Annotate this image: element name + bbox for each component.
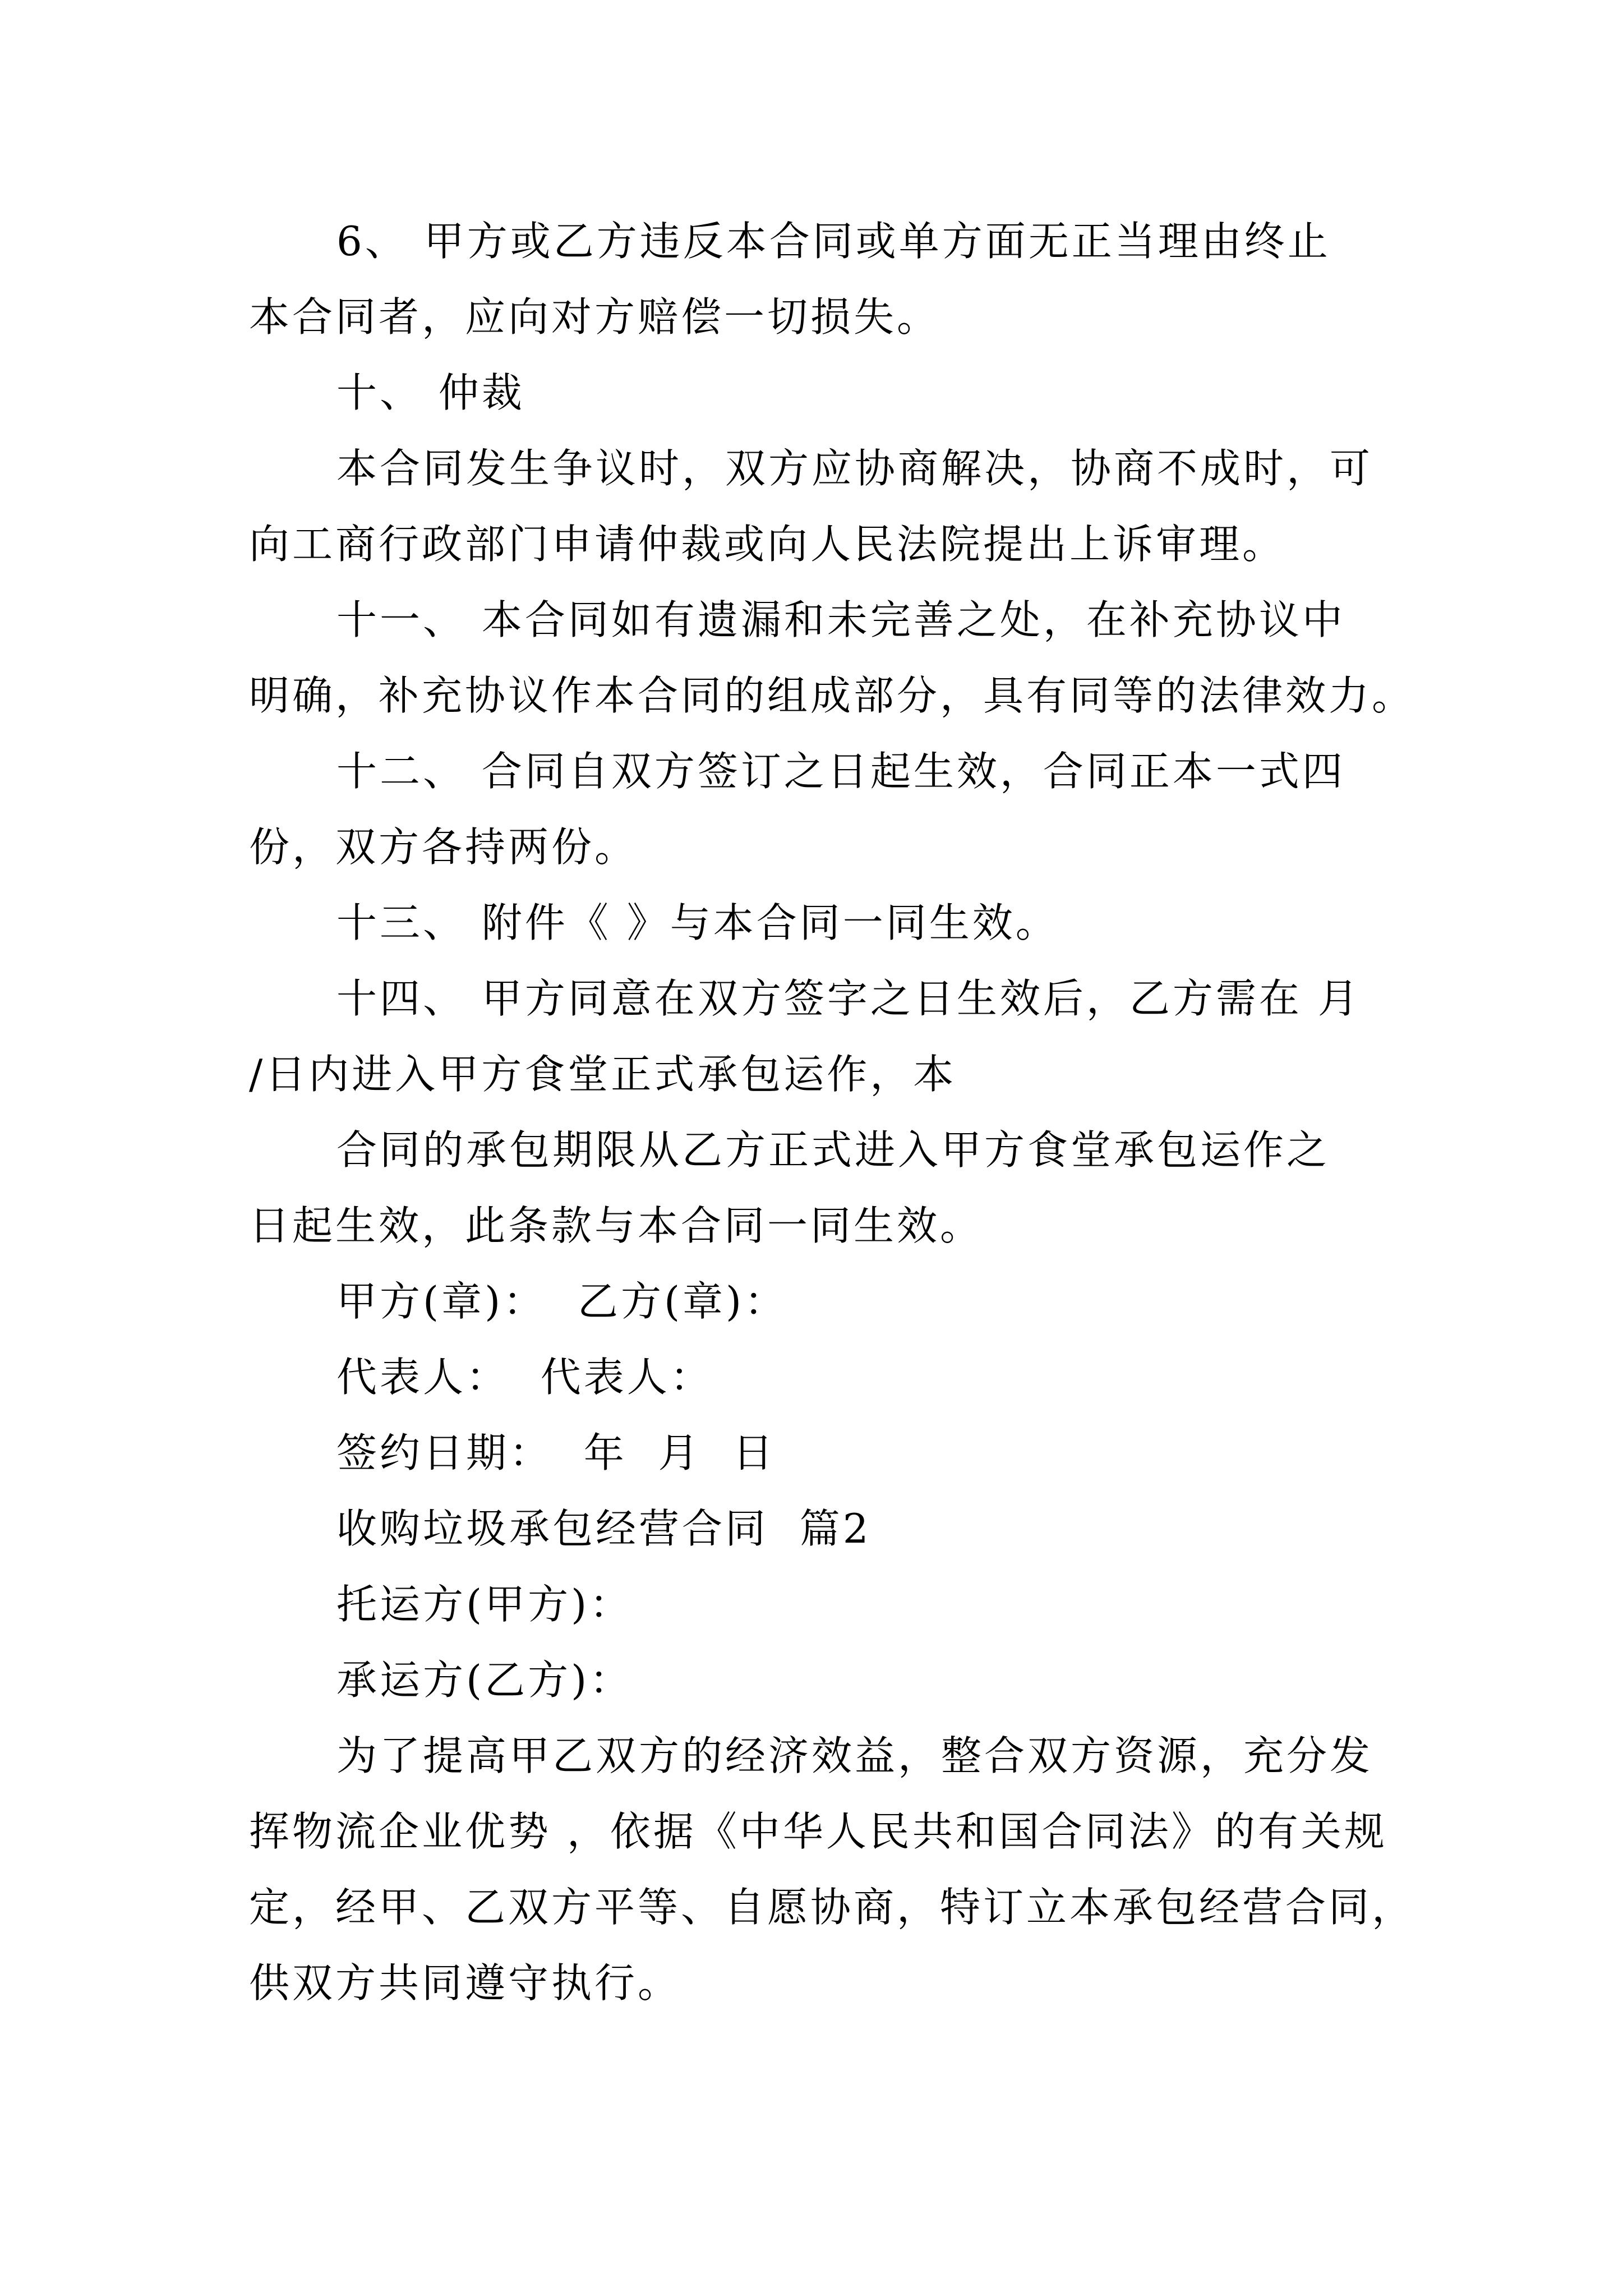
carrier-line: 承运方(乙方)： [336, 1657, 633, 1704]
clause-14-line-1: 十四、 甲方同意在双方签字之日生效后，乙方需在 月 [336, 975, 1361, 1022]
contract-2-title: 收购垃圾承包经营合同 篇2 [336, 1505, 872, 1552]
preamble-line-2: 挥物流企业优势 ，依据《中华人民共和国合同法》的有关规 [249, 1808, 1387, 1855]
arbitration-line-2: 向工商行政部门申请仲裁或向人民法院提出上诉审理。 [249, 521, 1286, 568]
term-line-2: 日起生效，此条款与本合同一同生效。 [249, 1202, 984, 1249]
clause-6-line-2: 本合同者，应向对方赔偿一切损失。 [249, 293, 940, 341]
section-10-heading: 十、 仲裁 [336, 369, 525, 416]
preamble-line-3: 定，经甲、乙双方平等、自愿协商，特订立本承包经营合同， [249, 1884, 1415, 1931]
representative-line: 代表人： 代表人： [336, 1354, 713, 1401]
clause-12-line-1: 十二、 合同自双方签订之日起生效，合同正本一式四 [336, 748, 1345, 795]
clause-11-line-1: 十一、 本合同如有遗漏和未完善之处，在补充协议中 [336, 596, 1345, 643]
clause-12-line-2: 份，双方各持两份。 [249, 823, 638, 871]
signing-date-line: 签约日期： 年 月 日 [336, 1429, 776, 1476]
preamble-line-1: 为了提高甲乙双方的经济效益，整合双方资源，充分发 [336, 1732, 1373, 1779]
consignor-line: 托运方(甲方)： [336, 1581, 633, 1628]
clause-11-line-2: 明确，补充协议作本合同的组成部分，具有同等的法律效力。 [249, 672, 1415, 719]
arbitration-line-1: 本合同发生争议时，双方应协商解决，协商不成时，可 [336, 445, 1373, 492]
clause-6-line-1: 6、 甲方或乙方违反本合同或单方面无正当理由终止 [336, 218, 1331, 265]
preamble-line-4: 供双方共同遵守执行。 [249, 1959, 681, 2007]
party-seal-line: 甲方(章)： 乙方(章)： [336, 1278, 788, 1325]
clause-14-line-2: /日内进入甲方食堂正式承包运作，本 [249, 1051, 957, 1098]
clause-13-line: 十三、 附件《 》与本合同一同生效。 [336, 899, 1059, 946]
term-line-1: 合同的承包期限从乙方正式进入甲方食堂承包运作之 [336, 1126, 1330, 1174]
